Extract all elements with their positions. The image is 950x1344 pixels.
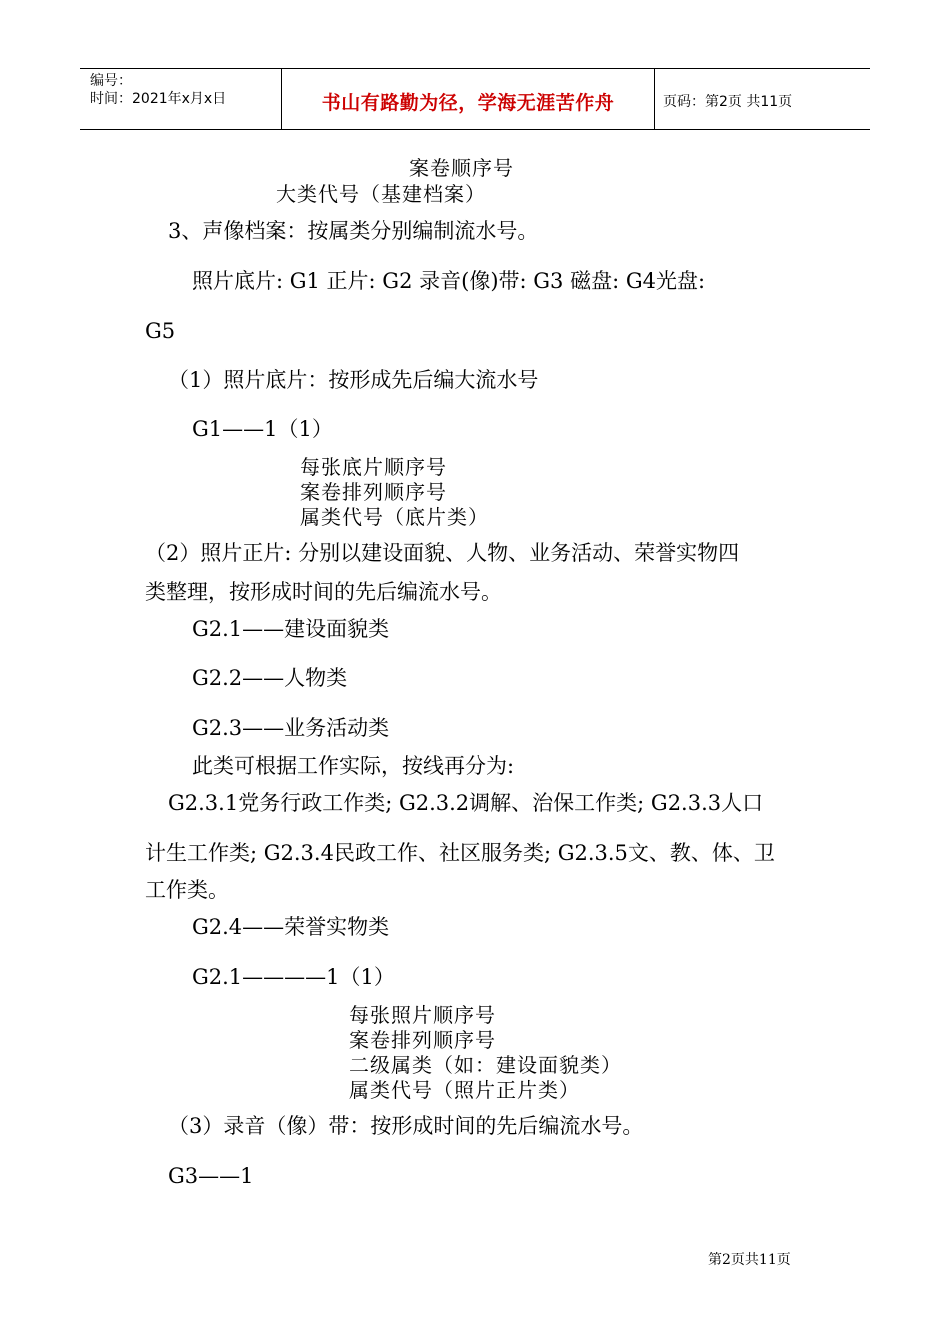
- paragraph-codes-cont: G5: [145, 319, 176, 343]
- label-negative-seq: 每张底片顺序号: [300, 455, 447, 479]
- header-page-label: 页码：第2页 共11页: [663, 94, 793, 110]
- note-subdivide: 此类可根据工作实际，按线再分为:: [192, 754, 515, 778]
- label-class-negative: 属类代号（底片类）: [300, 505, 489, 529]
- section-audiovisual: 3、声像档案：按属类分别编制流水号。: [168, 219, 539, 243]
- label-case-order-2: 案卷排列顺序号: [349, 1028, 496, 1052]
- label-category-code: 大类代号（基建档案）: [276, 182, 486, 206]
- label-secondary-class: 二级属类（如：建设面貌类）: [349, 1053, 622, 1077]
- subclass-list: G2.3.1党务行政工作类; G2.3.2调解、治保工作类; G2.3.3人口: [168, 791, 764, 815]
- subsection-tapes: （3）录音（像）带：按形成时间的先后编流水号。: [168, 1114, 644, 1138]
- number-label: 编号：: [90, 73, 132, 89]
- label-class-print: 属类代号（照片正片类）: [349, 1078, 580, 1102]
- label-case-order: 案卷排列顺序号: [300, 480, 447, 504]
- subsection-prints-cont: 类整理，按形成时间的先后编流水号。: [145, 580, 502, 604]
- class-g2-2: G2.2——人物类: [192, 666, 348, 690]
- paragraph-codes: 照片底片: G1 正片: G2 录音(像)带: G3 磁盘: G4光盘:: [192, 269, 706, 293]
- header-meta: [80, 69, 282, 129]
- header-motto: 书山有路勤为径，学海无涯苦作舟: [282, 69, 655, 129]
- page-footer: 第2页共11页: [708, 1252, 791, 1268]
- code-example-g3: G3——1: [168, 1164, 254, 1188]
- label-photo-seq: 每张照片顺序号: [349, 1003, 496, 1027]
- class-g2-4: G2.4——荣誉实物类: [192, 915, 390, 939]
- class-g2-1: G2.1——建设面貌类: [192, 617, 390, 641]
- document-header: [80, 68, 870, 130]
- subclass-list-end: 工作类。: [145, 878, 229, 902]
- code-example-g2: G2.1————1（1）: [192, 965, 395, 989]
- label-case-seq: 案卷顺序号: [409, 156, 514, 180]
- class-g2-3: G2.3——业务活动类: [192, 716, 390, 740]
- subsection-negatives: （1）照片底片：按形成先后编大流水号: [168, 368, 539, 392]
- time-label: 时间：2021年x月x日: [90, 91, 227, 107]
- subsection-prints: （2）照片正片: 分别以建设面貌、人物、业务活动、荣誉实物四: [145, 541, 740, 565]
- subclass-list-cont: 计生工作类; G2.3.4民政工作、社区服务类; G2.3.5文、教、体、卫: [145, 841, 775, 865]
- code-example-g1: G1——1（1）: [192, 417, 333, 441]
